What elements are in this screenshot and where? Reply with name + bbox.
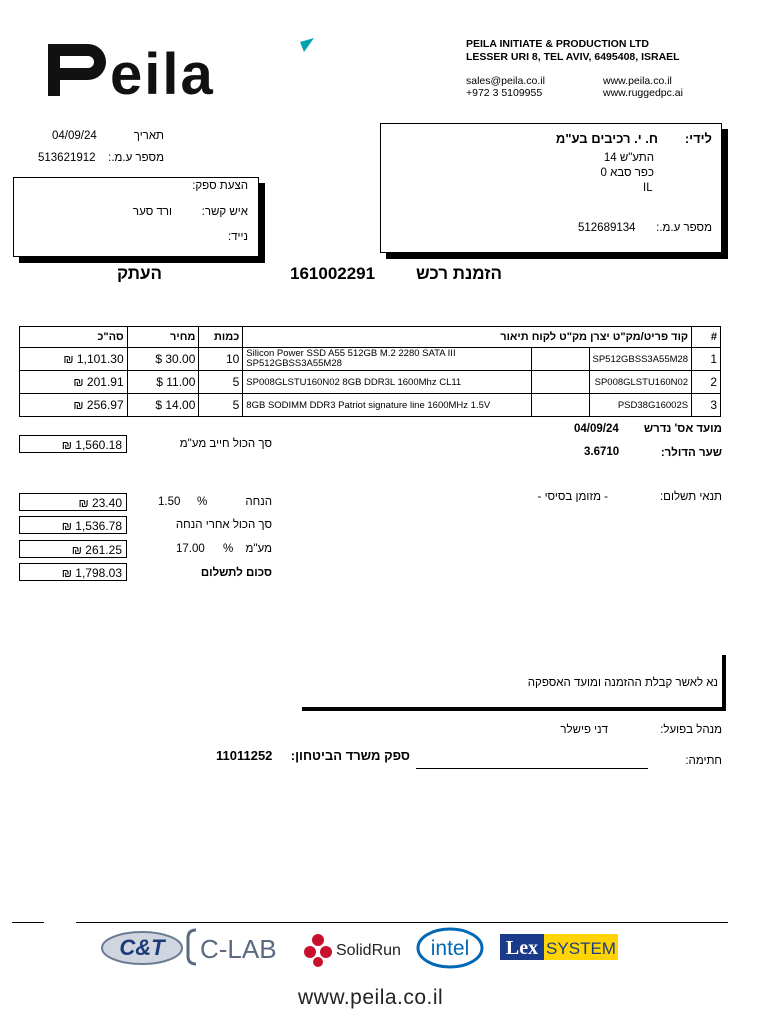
after-discount-label: סך הכול אחרי הנחה [175, 519, 272, 531]
row-qty: 5 [199, 371, 243, 394]
manager-label: מנהל בפועל: [660, 724, 722, 736]
due-value: 04/09/24 [574, 423, 619, 435]
date-value: 04/09/24 [52, 130, 97, 142]
row-total: ₪ 201.91 [20, 371, 128, 394]
discount-value: ₪ 23.40 [19, 493, 127, 511]
signature-line[interactable] [416, 768, 648, 769]
subtotal-label: סך הכול חייב מע"מ [179, 438, 272, 450]
logo-ct-text: C&T [119, 935, 165, 960]
row-num: 1 [692, 348, 721, 371]
doc-title: הזמנת רכש [416, 264, 502, 283]
footer-website[interactable]: www.peila.co.il [298, 986, 444, 1009]
manager-value: דני פישלר [560, 724, 608, 736]
table-header [20, 327, 721, 348]
row-desc-line2: SP512GBSS3A55M28 [246, 358, 342, 369]
offer-label: הצעת ספק: [192, 180, 248, 192]
row-qty: 5 [199, 394, 243, 417]
recipient-vat-label: מספר ע.מ.: [656, 222, 712, 234]
logo-intel-text: intel [430, 937, 470, 960]
recipient-line3: IL [643, 182, 653, 194]
due-label: מועד אס' נדרש [643, 423, 722, 435]
date-label: תאריך [133, 130, 164, 142]
table-row [20, 371, 721, 394]
row-total: ₪ 1,101.30 [20, 348, 128, 371]
row-total: ₪ 256.97 [20, 394, 128, 417]
confirm-text: נא לאשר קבלת ההזמנה ומועד האספקה [527, 677, 718, 689]
table-row [20, 394, 721, 417]
company-contact [466, 75, 545, 99]
recipient-line1: התע"ש 14 [603, 152, 654, 164]
header-price: מחיר [127, 327, 199, 348]
row-code: SP512GBSS3A55M28 [589, 348, 692, 371]
row-desc: 8GB SODIMM DDR3 Patriot signature line 1600MHz 1.5V [243, 394, 532, 417]
logo-lex-text: Lex [505, 937, 539, 959]
footer-line [76, 922, 728, 923]
items-table [19, 326, 721, 417]
row-cust [531, 348, 589, 371]
discount-pct: 1.50 [158, 496, 181, 508]
vat-total-value: ₪ 261.25 [19, 540, 127, 558]
header-code: קוד פריט/מק"ט יצרן [590, 331, 689, 343]
contact-label: איש קשר: [201, 206, 248, 218]
logo-text: eila [110, 42, 215, 100]
partner-logos [100, 924, 630, 970]
grand-total-label: סכום לתשלום [200, 567, 272, 579]
confirm-horizontal-bar [302, 707, 726, 711]
logo-system-text: SYSTEM [546, 939, 616, 958]
logo-solidrun-text: SolidRun [336, 942, 401, 959]
logo-clab-text: C-LAB [200, 934, 277, 964]
row-desc [243, 348, 532, 371]
company-address: LESSER URI 8, TEL AVIV, 6495408, ISRAEL [466, 51, 680, 63]
mobile-label: נייד: [227, 231, 248, 243]
row-num: 3 [692, 394, 721, 417]
recipient-name: ח. י. רכיבים בע"מ [555, 131, 658, 146]
row-code: PSD38G16002S [589, 394, 692, 417]
intel-logo [418, 929, 482, 967]
to-label: לידי: [684, 131, 712, 146]
recipient-vat-value: 512689134 [578, 222, 636, 234]
recipient-line2: כפר סבא 0 [600, 167, 654, 179]
row-price: $ 14.00 [127, 394, 199, 417]
discount-label: הנחה [245, 496, 272, 508]
vat-pct-sign: % [223, 543, 234, 555]
terms-label: תנאי תשלום: [659, 491, 722, 503]
row-desc: SP008GLSTU160N02 8GB DDR3L 1600Mhz CL11 [243, 371, 532, 394]
vat-pct: 17.00 [176, 543, 205, 555]
clab-logo [188, 930, 277, 964]
vat-total-label: מע"מ [245, 543, 272, 555]
header-desc: תיאור [500, 331, 529, 343]
discount-pct-sign: % [197, 496, 208, 508]
row-cust [531, 394, 589, 417]
company-web1: www.peila.co.il [603, 75, 672, 87]
defense-value: 11011252 [216, 748, 273, 763]
row-num: 2 [692, 371, 721, 394]
signature-label: חתימה: [685, 755, 722, 767]
copy-label: העתק [117, 264, 162, 283]
defense-label: ספק משרד הביטחון: [290, 748, 410, 763]
terms-value: - מזומן בסיסי - [537, 491, 608, 503]
doc-number: 161002291 [290, 264, 376, 283]
rate-label: שער הדולר: [660, 447, 722, 459]
peila-logo [46, 36, 316, 100]
header-item-cols [243, 327, 692, 348]
header-num: # [692, 327, 721, 348]
company-phone: +972 3 5109955 [466, 87, 543, 99]
header-cust: מק"ט לקוח [531, 331, 588, 343]
vat-value: 513621912 [38, 152, 96, 164]
lex-system-logo [500, 934, 618, 960]
company-name: PEILA INITIATE & PRODUCTION LTD [466, 38, 649, 50]
after-discount-value: ₪ 1,536.78 [19, 516, 127, 534]
rate-value: 3.6710 [584, 446, 620, 458]
header-total: סה"כ [20, 327, 128, 348]
row-code: SP008GLSTU160N02 [589, 371, 692, 394]
company-web2: www.ruggedpc.ai [603, 87, 683, 99]
subtotal-value: ₪ 1,560.18 [19, 435, 127, 453]
company-email: sales@peila.co.il [466, 75, 545, 87]
table-row [20, 348, 721, 371]
row-price: $ 11.00 [127, 371, 199, 394]
solidrun-logo [304, 934, 401, 967]
vat-label: מספר ע.מ.: [108, 152, 164, 164]
row-cust [531, 371, 589, 394]
confirm-vertical-bar [722, 655, 726, 711]
company-info [466, 38, 680, 64]
company-web [603, 75, 683, 99]
contact-value: ורד סער [132, 206, 172, 218]
footer-line-left [12, 922, 44, 923]
row-price: $ 30.00 [127, 348, 199, 371]
row-desc-line1: Silicon Power SSD A55 512GB M.2 2280 SATA III [246, 348, 456, 359]
grand-total-value: ₪ 1,798.03 [19, 563, 127, 581]
ct-logo [102, 932, 182, 964]
header-qty: כמות [199, 327, 243, 348]
row-qty: 10 [199, 348, 243, 371]
